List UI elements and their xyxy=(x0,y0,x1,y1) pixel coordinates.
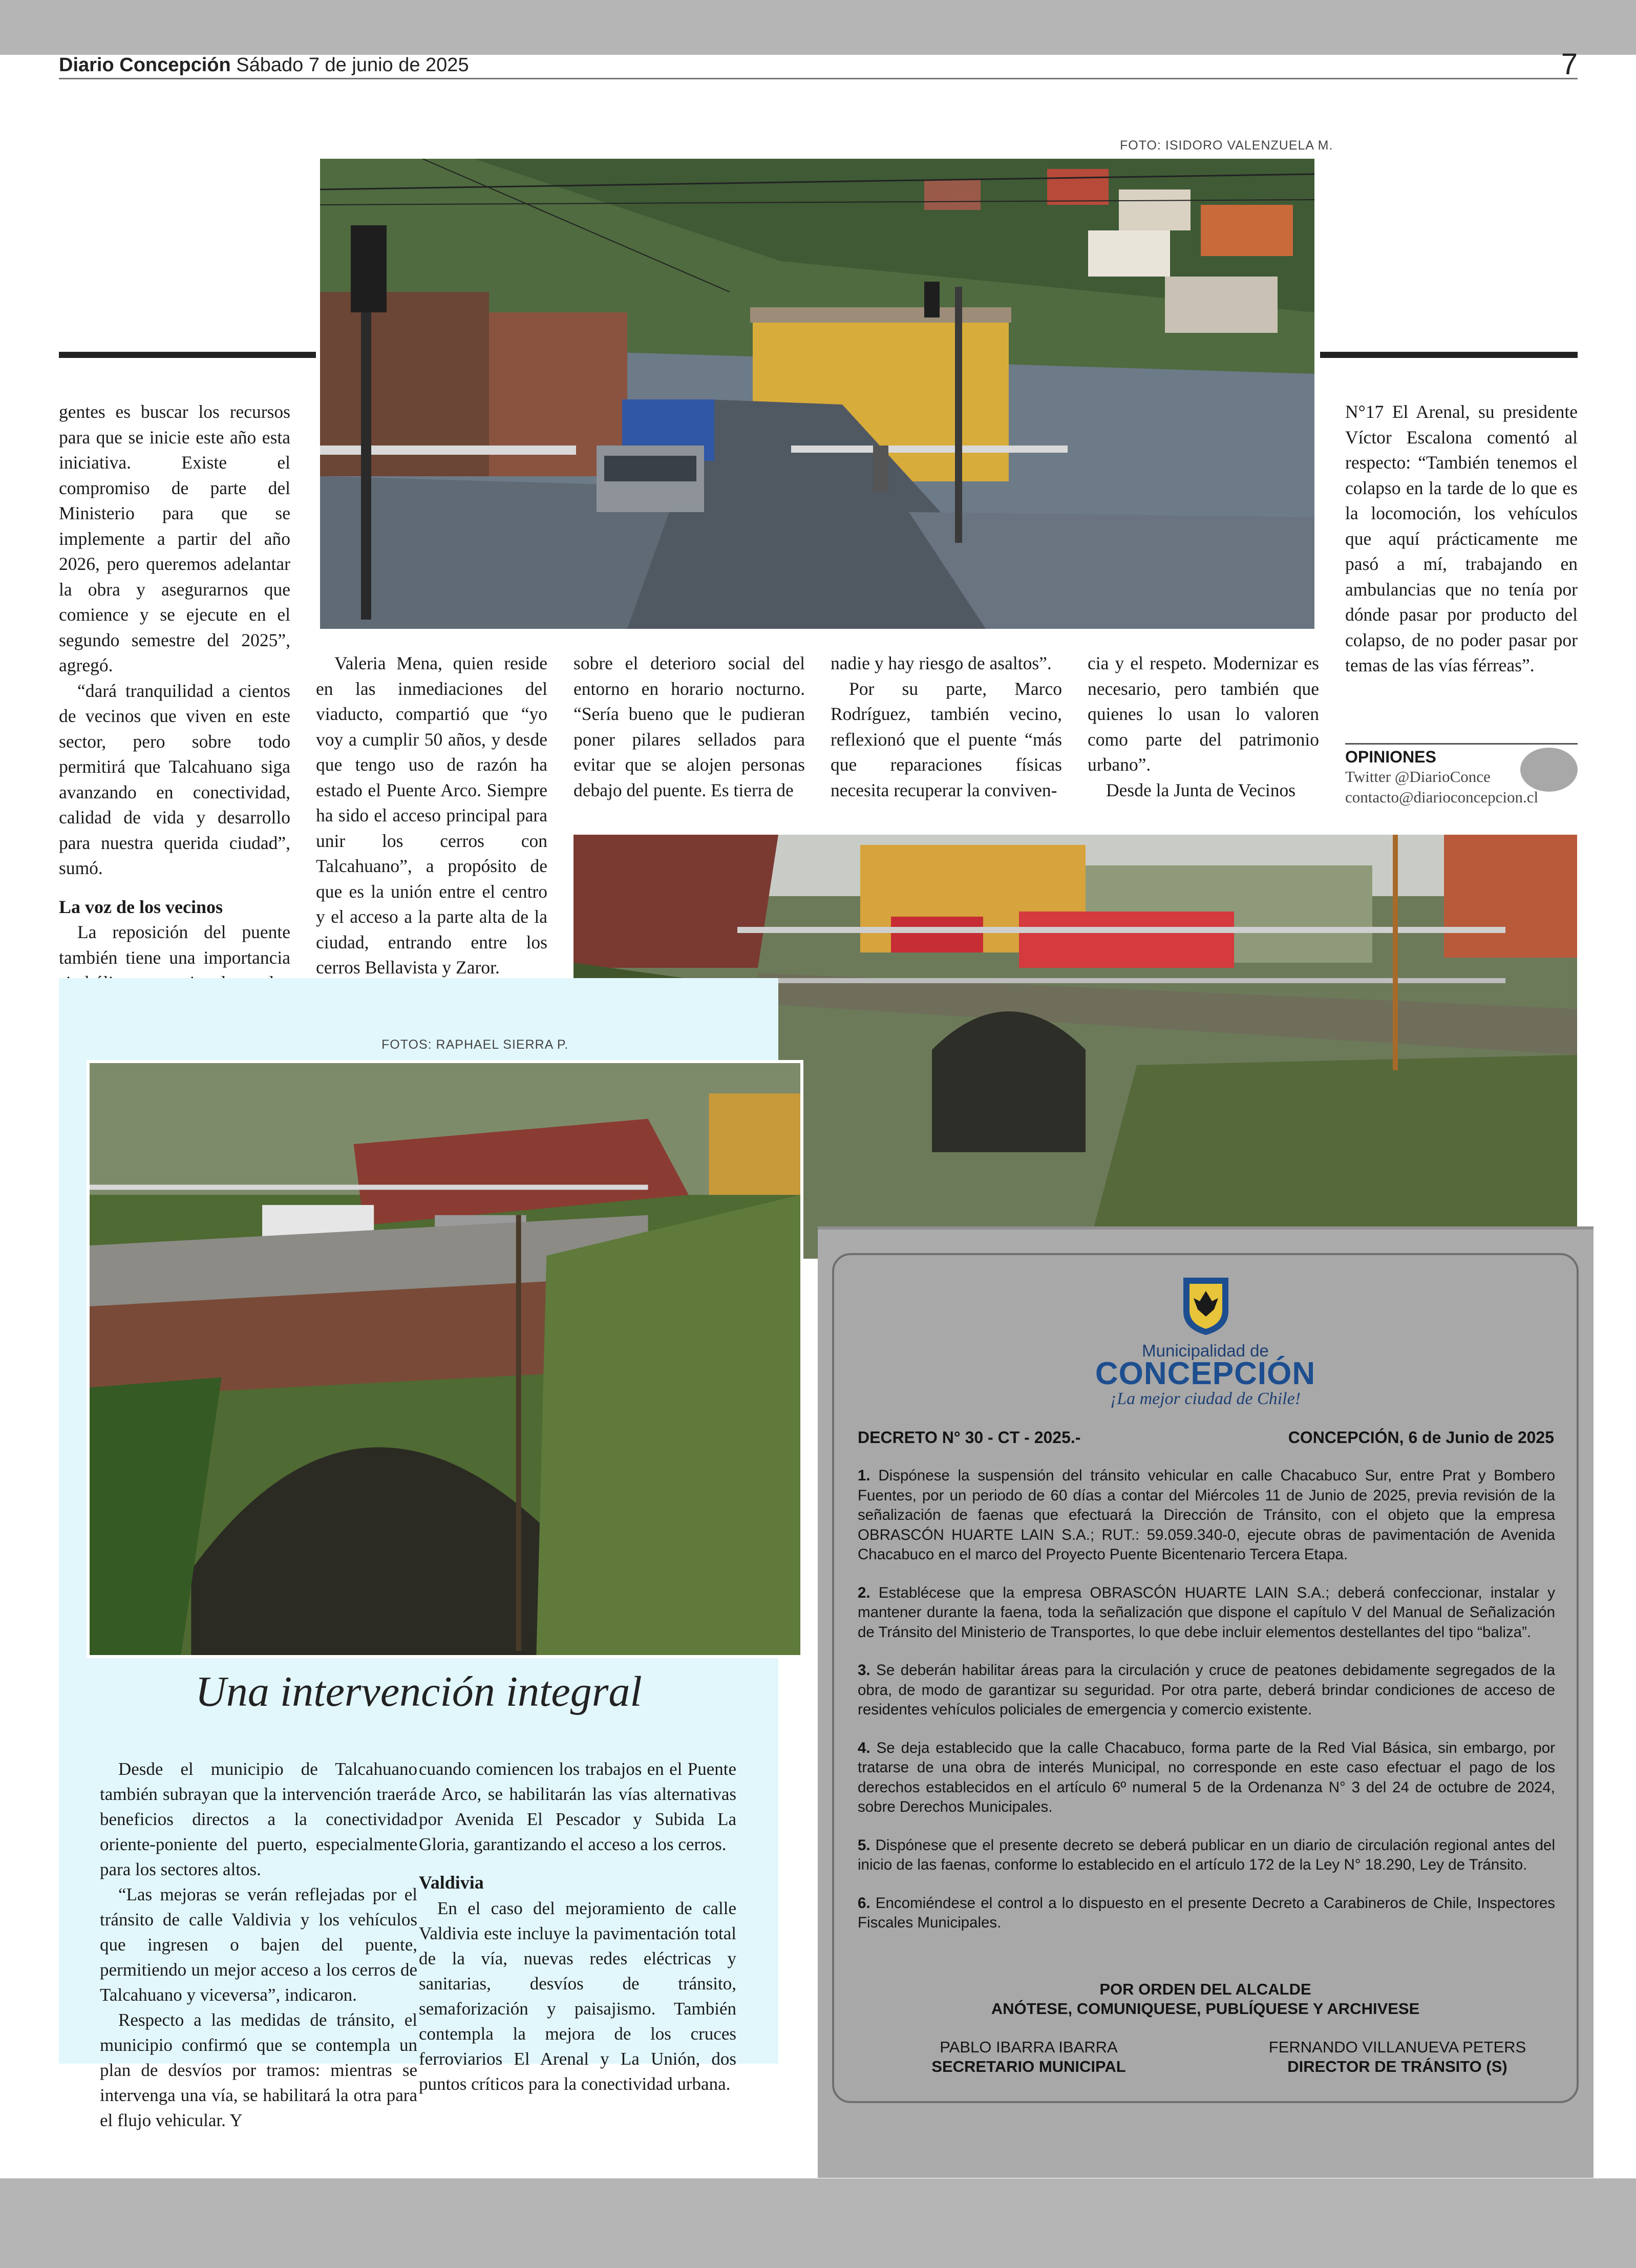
sidebar-box xyxy=(59,978,778,2130)
decree-item xyxy=(858,1739,1555,1817)
page-header xyxy=(59,48,1578,81)
newspaper-name: Diario Concepción xyxy=(59,54,231,76)
decree-item-text: Encomiéndese el control a lo dispuesto en el presente Decreto a Carabineros de Chile, Inspectores Fiscales Municipales. xyxy=(858,1894,1556,1931)
decree-item-text: Se deja establecido que la calle Chacabuco, forma parte de la Red Vial Básica, sin embargo, por tratarse de una obra de interés Municipal, no corresponde en este caso efectuar el pago de los derechos establecidos en el artículo 6º numeral 5 de la Ordenanza N° 3 del 24 de octubre de 2024, sobre Derechos Municipales. xyxy=(858,1739,1555,1815)
article-paragraph: gentes es buscar los recursos para que se inicie este año esta iniciativa. Existe el compromiso de parte del Ministerio para que se implemente a partir del año 2026, pero queremos adelantar la obra y asegurarnos que comience y se ejecute en el segundo semestre del 2025”, agregó. xyxy=(59,401,290,675)
decree-item-number: 4. xyxy=(858,1739,870,1756)
article-paragraph: Desde el municipio de Talcahuano también subrayan que la intervención traerá beneficios directos a la conectividad oriente-poniente del puerto, especialmente para los sectores altos. xyxy=(100,1759,417,1879)
subheading: La voz de los vecinos xyxy=(59,896,223,917)
arch-bridge-photo xyxy=(87,1060,803,1658)
subheading: Valdivia xyxy=(419,1872,484,1893)
opinions-title: OPINIONES xyxy=(1345,748,1436,766)
article-column-1 xyxy=(59,399,290,1021)
signer-title: DIRECTOR DE TRÁNSITO (S) xyxy=(1287,2058,1507,2075)
coat-of-arms-icon xyxy=(1180,1276,1231,1337)
article-paragraph: Por su parte, Marco Rodríguez, también vecino, reflexionó que el puente “más que reparaciones físicas necesita recuperar la conviven- xyxy=(831,678,1062,800)
photo-credit-top: FOTO: ISIDORO VALENZUELA M. xyxy=(1120,138,1333,153)
decree-item-text: Dispónese la suspensión del tránsito vehicular en calle Chacabuco Sur, entre Prat y Bombero Fuentes, por un periodo de 60 días a contar del Miércoles 11 de Junio de 2025, previa revisión de la señalización de faenas que efectuará la Dirección de Tránsito, con el objeto que la empresa OBRASCÓN HUARTE LAIN S.A.; RUT.: 59.059.340-0, ejecute obras de pavimentación de Avenida Chacabuco en el marco del Proyecto Puente Bicentenario Tercera Etapa. xyxy=(858,1467,1555,1563)
decree-item xyxy=(858,1583,1555,1643)
opinions-twitter[interactable]: Twitter @DiarioConce xyxy=(1345,768,1491,786)
article-paragraph: “dará tranquilidad a cientos de vecinos que viven en este sector, pero sobre todo permitirá que Talcahuano siga avanzando en conectividad, calidad de vida y desarrollo para nuestra querida ciudad”, sumó. xyxy=(59,680,290,878)
signer-name: FERNANDO VILLANUEVA PETERS xyxy=(1268,2038,1526,2056)
article-paragraph: sobre el deterioro social del entorno en horario nocturno. “Sería bueno que le pudieran poner pilares sellados para evitar que se alojen personas debajo del puente. Es tierra de xyxy=(573,653,805,800)
article-column-3 xyxy=(573,651,805,803)
article-paragraph: nadie y hay riesgo de asaltos”. xyxy=(831,653,1052,673)
decree-number: DECRETO N° 30 - CT - 2025.- xyxy=(858,1428,1081,1447)
decree-item-number: 3. xyxy=(858,1662,870,1679)
decree-items xyxy=(858,1466,1555,1952)
issue-date: Sábado 7 de junio de 2025 xyxy=(236,54,469,76)
decree-item-text: Se deberán habilitar áreas para la circulación y cruce de peatones debidamente segregados de la obra, de modo de garantizar su seguridad. Por otra parte, deberá brindar condiciones de acceso de residentes vehículos policiales de emergencia y comercio existente. xyxy=(858,1662,1555,1718)
article-paragraph: “Las mejoras se verán reflejadas por el tránsito de calle Valdivia y los vehículos que ingresen o bajen del puente, permitiendo un mejor acceso a los cerros de Talcahuano y viceversa”, indicaron. xyxy=(100,1884,417,2005)
org-name: CONCEPCIÓN xyxy=(1095,1356,1316,1391)
box-column-right xyxy=(419,1756,736,2096)
article-column-2 xyxy=(316,651,547,1006)
street-photo xyxy=(320,159,1314,629)
decree-date: CONCEPCIÓN, 6 de Junio de 2025 xyxy=(1288,1428,1554,1447)
decree-item-text: Dispónese que el presente decreto se deberá publicar en un diario de circulación regional antes del inicio de las faenas, conforme lo establecido en el artículo 172 de la Ley N° 18.290, Ley de Tránsito. xyxy=(858,1836,1555,1873)
decree-item-number: 5. xyxy=(858,1836,870,1854)
box-title: Una intervención integral xyxy=(195,1668,642,1715)
article-paragraph: N°17 El Arenal, su presidente Víctor Escalona comentó al respecto: “También tenemos el colapso en la tarde de lo que es la locomoción, los vehículos que aquí prácticamente me pasó a mí, trabajando en ambulancias que no tenía por dónde pasar por producto del colapso, de no poder pasar por temas de las vías férreas”. xyxy=(1345,401,1578,675)
decree-item xyxy=(858,1466,1555,1565)
org-slogan: ¡La mejor ciudad de Chile! xyxy=(1110,1389,1301,1408)
municipal-notice xyxy=(818,1226,1593,2178)
decree-item-number: 2. xyxy=(858,1584,870,1601)
article-paragraph: cia y el respeto. Modernizar es necesario, pero también que quienes lo usan lo valoren como parte del patrimonio urbano”. xyxy=(1088,653,1319,775)
article-column-4 xyxy=(831,651,1062,803)
article-paragraph: Desde la Junta de Vecinos xyxy=(1106,779,1296,800)
page-number: 7 xyxy=(1561,48,1578,81)
article-paragraph: Valeria Mena, quien reside en las inmediaciones del viaducto, compartió que “yo voy a cumplir 50 años, y desde que tengo uso de razón ha estado el Puente Arco. Siempre ha sido el acceso principal para unir los cerros con Talcahuano”, a propósito de que es la unión entre el centro y el acceso a la parte alta de la ciudad, entrando entre los cerros Bellavista y Zaror. xyxy=(316,653,547,978)
photo-credit-box: FOTOS: RAPHAEL SIERRA P. xyxy=(381,1037,569,1052)
article-column-5 xyxy=(1088,651,1319,803)
article-paragraph: Respecto a las medidas de tránsito, el municipio confirmó que se contempla un plan de desvíos por tramos: mientras se intervenga una vía, se habilitará la otra para el flujo vehicular. Y xyxy=(100,2010,417,2130)
decree-item-text: Establécese que la empresa OBRASCÓN HUARTE LAIN S.A.; deberá confeccionar, instalar y mantener durante la faena, toda la señalización que dispone el capítulo V del Manual de Señalización de Tránsito del Ministerio de Transportes, lo que debe incluir elementos destellantes del tipo “baliza”. xyxy=(858,1584,1555,1641)
signer-name: PABLO IBARRA IBARRA xyxy=(940,2038,1118,2056)
column-rule-right xyxy=(1320,352,1578,358)
article-paragraph: La reposición del puente también tiene una importancia xyxy=(59,922,290,968)
article-paragraph: En el caso del mejoramiento de calle Valdivia este incluye la pavimentación total de la vía, nuevas redes eléctricas y sanitarias, desvíos de tránsito, semaforización y paisajismo. También contempla la mejora de los cruces ferroviarios El Arenal y La Unión, dos puntos críticos para la conectividad urbana. xyxy=(419,1898,736,2094)
signature-1 xyxy=(896,2038,1162,2076)
opinions-box xyxy=(1345,743,1578,810)
opinions-email[interactable]: contacto@diarioconcepcion.cl xyxy=(1345,788,1539,806)
order-line-1: POR ORDEN DEL ALCALDE xyxy=(1099,1980,1311,1998)
decree-item xyxy=(858,1894,1555,1933)
article-column-6 xyxy=(1345,399,1578,679)
decree-item-number: 6. xyxy=(858,1894,870,1912)
order-line-2: ANÓTESE, COMUNIQUESE, PUBLÍQUESE Y ARCHIVESE xyxy=(991,2000,1420,2018)
article-paragraph: cuando comiencen los trabajos en el Puente de Arco, se habilitarán las vías alternativas por Avenida El Pescador y Subida La Gloria, garantizando el acceso a los cerros. xyxy=(419,1759,736,1854)
decree-item xyxy=(858,1661,1555,1720)
column-rule-left xyxy=(59,352,316,358)
decree-item xyxy=(858,1836,1555,1875)
notice-frame xyxy=(832,1253,1579,2103)
signature-2 xyxy=(1244,2038,1551,2076)
signer-title: SECRETARIO MUNICIPAL xyxy=(931,2058,1126,2075)
decree-item-number: 1. xyxy=(858,1467,870,1484)
org-line1: Municipalidad de xyxy=(1142,1341,1269,1360)
box-column-left xyxy=(100,1756,417,2133)
speech-bubble-icon xyxy=(1520,748,1578,792)
